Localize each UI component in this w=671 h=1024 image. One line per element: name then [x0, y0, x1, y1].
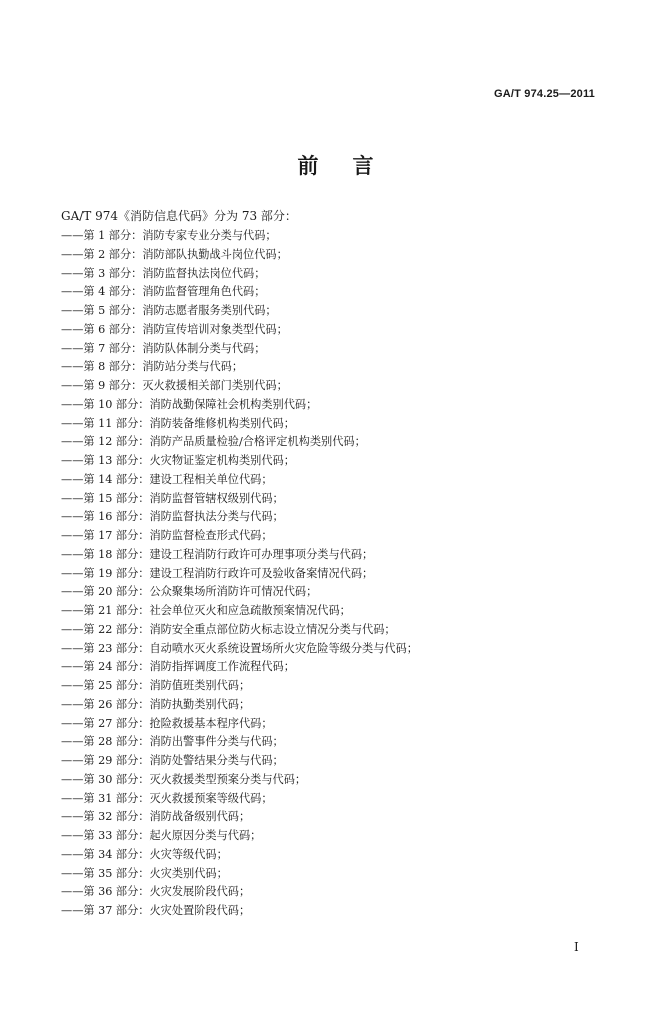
list-item: ——第 9 部分：灭火救援相关部门类别代码；: [61, 379, 288, 392]
list-item: ——第 11 部分：消防装备维修机构类别代码；: [61, 416, 295, 430]
part-list: [61, 227, 418, 921]
list-item: ——第 5 部分：消防志愿者服务类别代码；: [61, 304, 277, 317]
list-item: ——第 31 部分：灭火救援预案等级代码；: [61, 791, 273, 805]
list-item: ——第 13 部分：火灾物证鉴定机构类别代码；: [61, 454, 295, 467]
list-item: ——第 34 部分：火灾等级代码；: [61, 847, 228, 861]
list-item: ——第 14 部分：建设工程相关单位代码；: [61, 472, 273, 486]
list-item: ——第 6 部分：消防宣传培训对象类型代码；: [61, 322, 288, 336]
list-item: ——第 32 部分：消防战备级别代码；: [61, 810, 251, 824]
list-item: ——第 3 部分：消防监督执法岗位代码；: [61, 266, 266, 280]
list-item: ——第 30 部分：灭火救援类型预案分类与代码；: [61, 772, 307, 786]
list-item: ——第 28 部分：消防出警事件分类与代码；: [61, 735, 284, 749]
list-item: ——第 7 部分：消防队体制分类与代码；: [61, 341, 266, 355]
list-item: ——第 18 部分：建设工程消防行政许可办理事项分类与代码；: [61, 547, 374, 561]
list-item: ——第 20 部分：公众聚集场所消防许可情况代码；: [61, 585, 318, 599]
list-item: ——第 16 部分：消防监督执法分类与代码；: [61, 510, 284, 524]
list-item: ——第 33 部分：起火原因分类与代码；: [61, 829, 262, 842]
list-item: ——第 37 部分：火灾处置阶段代码；: [61, 904, 251, 917]
list-item: ——第 10 部分：消防战勤保障社会机构类别代码；: [61, 397, 318, 411]
list-item: ——第 12 部分：消防产品质量检验/合格评定机构类别代码；: [61, 435, 366, 449]
list-item: ——第 2 部分：消防部队执勤战斗岗位代码；: [61, 247, 288, 261]
page-number: I: [574, 940, 579, 954]
list-item: ——第 26 部分：消防执勤类别代码；: [61, 697, 251, 711]
list-item: ——第 36 部分：火灾发展阶段代码；: [61, 885, 251, 899]
list-item: ——第 4 部分：消防监督管理角色代码；: [61, 285, 266, 299]
list-item: ——第 23 部分：自动喷水灭火系统设置场所火灾危险等级分类与代码；: [61, 641, 418, 655]
list-item: ——第 29 部分：消防处警结果分类与代码；: [61, 754, 284, 767]
list-item: ——第 8 部分：消防站分类与代码；: [61, 360, 244, 374]
intro-text: GA/T 974《消防信息代码》分为 73 部分：: [61, 209, 297, 223]
list-item: ——第 35 部分：火灾类别代码；: [61, 866, 228, 880]
page-title: 前言: [297, 153, 408, 178]
document-code: GA/T 974.25—2011: [493, 88, 595, 100]
list-item: ——第 1 部分：消防专家专业分类与代码；: [61, 229, 277, 242]
list-item: ——第 15 部分：消防监督管辖权级别代码；: [61, 491, 284, 505]
list-item: ——第 21 部分：社会单位灭火和应急疏散预案情况代码；: [61, 604, 351, 617]
list-item: ——第 17 部分：消防监督检查形式代码；: [61, 529, 273, 542]
list-item: ——第 27 部分：抢险救援基本程序代码；: [61, 716, 273, 730]
list-item: ——第 22 部分：消防安全重点部位防火标志设立情况分类与代码；: [61, 622, 396, 636]
list-item: ——第 19 部分：建设工程消防行政许可及验收备案情况代码；: [61, 566, 374, 580]
list-item: ——第 24 部分：消防指挥调度工作流程代码；: [61, 660, 295, 674]
list-item: ——第 25 部分：消防值班类别代码；: [61, 679, 251, 692]
